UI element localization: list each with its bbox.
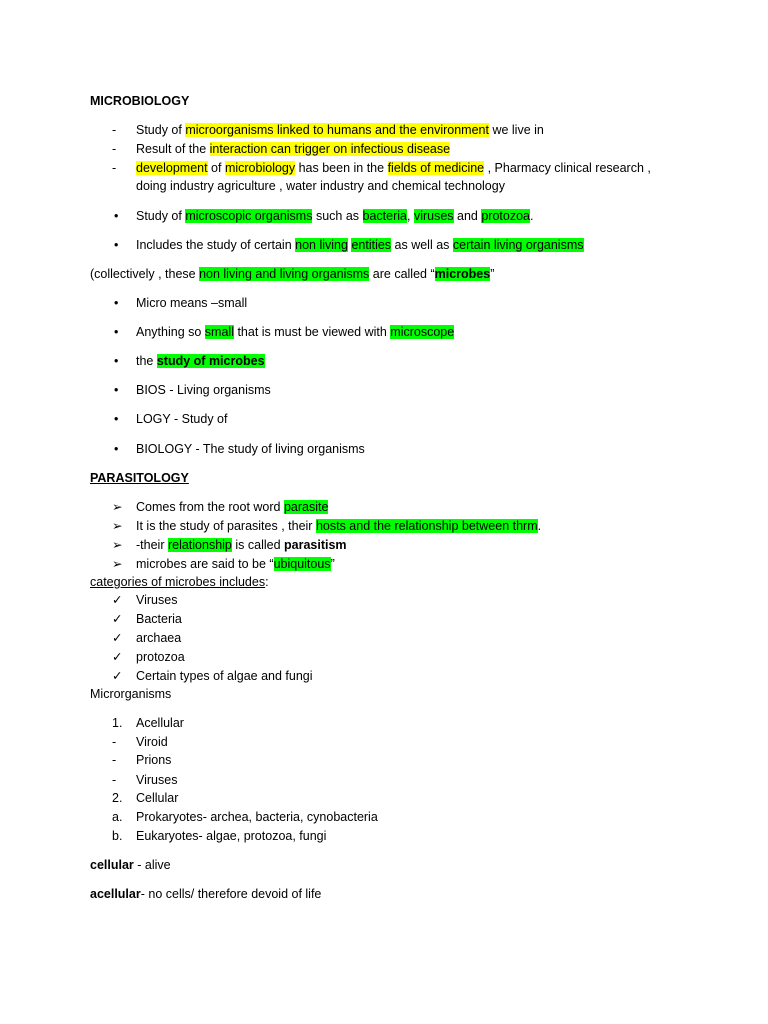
text-segment: of [207, 161, 225, 175]
text-segment: LOGY - Study of [136, 412, 228, 426]
list-marker: a. [112, 810, 123, 824]
text-segment: that is must be viewed with [233, 325, 391, 339]
text-segment: (collectively , these [90, 267, 200, 281]
list-marker: • [114, 442, 119, 456]
text-segment: It is the study of parasites , their [136, 519, 316, 533]
bullet-item [136, 411, 227, 428]
list-marker: ✓ [112, 631, 123, 645]
check-item [136, 668, 313, 685]
categories-heading-text: categories of microbes includes [90, 575, 266, 589]
highlight-green: relationship [167, 538, 232, 552]
definition-line [90, 857, 171, 874]
highlight-green: microscope [390, 325, 455, 339]
highlight-yellow: interaction can trigger on infectious disease [209, 142, 451, 156]
list-marker: • [114, 383, 119, 397]
list-marker: - [112, 123, 117, 137]
text-segment: , [406, 209, 414, 223]
text-segment: Study of [136, 209, 186, 223]
highlight-yellow: fields of medicine [387, 161, 485, 175]
text-segment: Viroid [136, 735, 168, 749]
highlight-green: non living [295, 238, 348, 252]
list-marker: - [112, 773, 117, 787]
outline-item [136, 828, 326, 845]
list-marker: • [114, 296, 119, 310]
list-marker: • [114, 354, 119, 368]
arrow-item [136, 537, 347, 554]
text-segment: , Pharmacy clinical research , [484, 161, 651, 175]
list-marker: • [114, 412, 119, 426]
text-segment: the [136, 354, 157, 368]
outline-item [136, 772, 177, 789]
list-marker: - [112, 753, 117, 767]
text-segment: we live in [488, 123, 544, 137]
text-segment: Prokaryotes- archea, bacteria, cynobacteria [136, 810, 378, 824]
page-title: MICROBIOLOGY [90, 94, 190, 108]
outline-item [136, 715, 184, 732]
text-segment: and [453, 209, 482, 223]
text-segment: has been in the [295, 161, 388, 175]
text-segment: is called [231, 538, 284, 552]
bullet-item [136, 237, 584, 254]
list-item [136, 141, 450, 158]
highlight-yellow: microorganisms linked to humans and the environment [185, 123, 489, 137]
list-marker: ✓ [112, 669, 123, 683]
highlight-green: non living and living organisms [199, 267, 370, 281]
list-marker: • [114, 238, 119, 252]
highlight-green: viruses [413, 209, 454, 223]
text-segment: Certain types of algae and fungi [136, 669, 313, 683]
highlight-green: ubiquitous [273, 557, 331, 571]
highlight-green: microscopic organisms [185, 209, 313, 223]
text-segment: BIOLOGY - The study of living organisms [136, 442, 365, 456]
highlight-green: study of microbes [156, 354, 265, 368]
list-marker: ➢ [112, 500, 123, 514]
text-segment: doing industry agriculture , water industry and chemical technology [136, 179, 505, 193]
highlight-green: parasite [283, 500, 329, 514]
bold-term: cellular [90, 858, 134, 872]
bullet-item [136, 441, 365, 458]
list-marker: ✓ [112, 612, 123, 626]
list-marker: • [114, 325, 119, 339]
list-marker: - [112, 735, 117, 749]
bullet-item [136, 353, 265, 370]
bold-term: acellular [90, 887, 141, 901]
collective-note [90, 266, 494, 283]
list-marker: - [112, 161, 117, 175]
definition-line [90, 886, 321, 903]
section-title-parasitology: PARASITOLOGY [90, 471, 189, 485]
highlight-green: certain living organisms [452, 238, 584, 252]
list-marker: ✓ [112, 650, 123, 664]
text-segment: such as [312, 209, 363, 223]
text-segment: Study of [136, 123, 186, 137]
text-segment: Result of the [136, 142, 210, 156]
text-segment: Viruses [136, 593, 178, 607]
text-segment: Eukaryotes- algae, protozoa, fungi [136, 829, 327, 843]
arrow-item [136, 499, 328, 516]
highlight-green: bacteria [362, 209, 407, 223]
list-item [136, 122, 544, 139]
list-marker: 1. [112, 716, 123, 730]
text-segment: as well as [391, 238, 453, 252]
list-marker: 2. [112, 791, 123, 805]
text-segment: are called “ [369, 267, 435, 281]
highlight-yellow: microbiology [224, 161, 296, 175]
text-segment: . [530, 209, 534, 223]
text-segment: . [537, 519, 542, 533]
text-segment: Comes from the root word [136, 500, 284, 514]
bold-term: parasitism [284, 538, 347, 552]
text-segment: - no cells/ therefore devoid of life [140, 887, 322, 901]
list-marker: ✓ [112, 593, 123, 607]
outline-item [136, 752, 171, 769]
arrow-item [136, 556, 335, 573]
text-segment: BIOS - Living organisms [136, 383, 271, 397]
text-segment: ” [330, 557, 335, 571]
list-marker: - [112, 142, 117, 156]
arrow-item [136, 518, 541, 535]
text-segment: Bacteria [136, 612, 182, 626]
highlight-green: microbes [434, 267, 491, 281]
text-segment: Micro means –small [136, 296, 248, 310]
outline-item [136, 809, 378, 826]
list-marker: ➢ [112, 519, 123, 533]
highlight-green: protozoa [481, 209, 530, 223]
text-segment: Viruses [136, 773, 178, 787]
list-marker: b. [112, 829, 123, 843]
text-segment: protozoa [136, 650, 185, 664]
highlight-green: small [204, 325, 234, 339]
text-segment: Anything so [136, 325, 205, 339]
bullet-item [136, 208, 533, 225]
categories-heading-colon: : [265, 575, 269, 589]
check-item [136, 611, 182, 628]
list-item [136, 178, 505, 195]
highlight-yellow: development [136, 161, 208, 175]
check-item [136, 630, 181, 647]
bullet-item [136, 324, 454, 341]
bullet-item [136, 382, 271, 399]
check-item [136, 649, 185, 666]
text-segment: ” [490, 267, 495, 281]
text-segment: Cellular [136, 791, 179, 805]
text-segment: Acellular [136, 716, 184, 730]
highlight-green: hosts and the relationship between thrm [315, 519, 538, 533]
text-segment: microbes are said to be “ [136, 557, 274, 571]
highlight-green: entities [351, 238, 392, 252]
bullet-item [136, 295, 247, 312]
check-item [136, 592, 177, 609]
list-marker: • [114, 209, 119, 223]
categories-heading [90, 574, 269, 591]
outline-item [136, 734, 168, 751]
text-segment: archaea [136, 631, 182, 645]
text-segment: Prions [136, 753, 172, 767]
text-segment: - alive [133, 858, 171, 872]
list-marker: ➢ [112, 557, 123, 571]
microorganisms-heading: Microrganisms [90, 687, 172, 701]
text-segment: -their [136, 538, 168, 552]
outline-item [136, 790, 178, 807]
list-marker: ➢ [112, 538, 123, 552]
text-segment: Includes the study of certain [136, 238, 296, 252]
list-item [136, 160, 651, 177]
